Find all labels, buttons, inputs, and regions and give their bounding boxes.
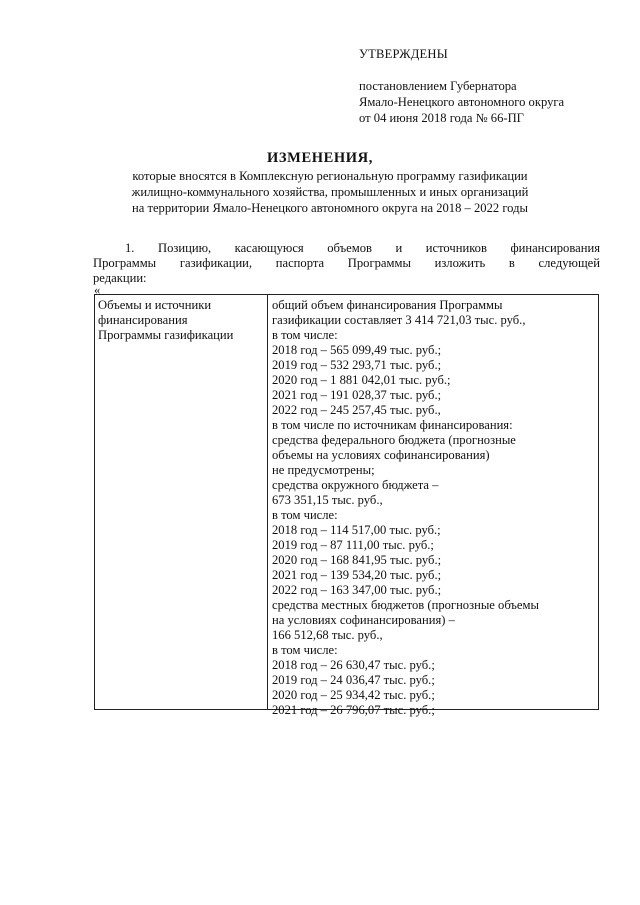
value-line: в том числе:	[272, 508, 338, 522]
value-line: не предусмотрены;	[272, 463, 375, 477]
financing-table	[94, 294, 599, 717]
value-line: 673 351,15 тыс. руб.,	[272, 493, 383, 507]
value-line: газификации составляет 3 414 721,03 тыс. руб.,	[272, 313, 526, 327]
value-line: в том числе:	[272, 643, 338, 657]
subtitle-line: которые вносятся в Комплексную региональную программу газификации	[132, 169, 528, 183]
table-label-cell	[98, 298, 266, 343]
approval-line: постановлением Губернатора	[359, 79, 517, 93]
label-line: Объемы и источники	[98, 298, 212, 312]
opening-quote: «	[94, 283, 101, 297]
value-line: 2018 год – 114 517,00 тыс. руб.;	[272, 523, 441, 537]
value-line: средства федерального бюджета (прогнозные	[272, 433, 516, 447]
subtitle-line: на территории Ямало-Ненецкого автономного округа на 2018 – 2022 годы	[131, 201, 528, 215]
value-line: 2018 год – 26 630,47 тыс. руб.;	[272, 658, 435, 672]
value-line: объемы на условиях софинансирования)	[272, 448, 490, 462]
value-line: в том числе по источникам финансирования:	[272, 418, 513, 432]
table-column-divider	[267, 295, 268, 709]
approval-line: от 04 июня 2018 года № 66-ПГ	[359, 111, 524, 125]
value-line: на условиях софинансирования) –	[272, 613, 455, 627]
document-subtitle	[80, 168, 580, 216]
value-line: 2022 год – 245 257,45 тыс. руб.,	[272, 403, 441, 417]
value-line: 2019 год – 87 111,00 тыс. руб.;	[272, 538, 434, 552]
value-line: 2021 год – 139 534,20 тыс. руб.;	[272, 568, 442, 582]
amendment-paragraph	[93, 241, 600, 286]
approval-line: Ямало-Ненецкого автономного округа	[359, 95, 565, 109]
value-line: 2021 год – 191 028,37 тыс. руб.;	[272, 388, 442, 402]
value-line: средства местных бюджетов (прогнозные объемы	[272, 598, 539, 612]
paragraph-line: Программы газификации, паспорта Программы изложить в следующей	[93, 256, 600, 270]
value-line: 2020 год – 168 841,95 тыс. руб.;	[272, 553, 442, 567]
value-line: 166 512,68 тыс. руб.,	[272, 628, 383, 642]
value-line: общий объем финансирования Программы	[272, 298, 503, 312]
value-line: 2021 год – 26 796,07 тыс. руб.;	[272, 703, 435, 717]
approval-heading: УТВЕРЖДЕНЫ	[359, 47, 448, 61]
value-line: 2019 год – 24 036,47 тыс. руб.;	[272, 673, 435, 687]
table-value-cell	[272, 298, 597, 718]
value-line: 2020 год – 25 934,42 тыс. руб.;	[272, 688, 435, 702]
value-line: 2022 год – 163 347,00 тыс. руб.;	[272, 583, 442, 597]
paragraph-line: 1. Позицию, касающуюся объемов и источников финансирования	[125, 241, 600, 255]
value-line: 2019 год – 532 293,71 тыс. руб.;	[272, 358, 442, 372]
value-line: средства окружного бюджета –	[272, 478, 439, 492]
document-title: ИЗМЕНЕНИЯ,	[267, 150, 373, 166]
value-line: 2018 год – 565 099,49 тыс. руб.;	[272, 343, 442, 357]
paragraph-line: редакции:	[93, 271, 147, 285]
value-line: 2020 год – 1 881 042,01 тыс. руб.;	[272, 373, 451, 387]
subtitle-line: жилищно-коммунального хозяйства, промышленных и иных организаций	[131, 185, 529, 199]
label-line: Программы газификации	[98, 328, 234, 342]
value-line: в том числе:	[272, 328, 338, 342]
label-line: финансирования	[98, 313, 188, 327]
approval-block	[359, 46, 629, 126]
